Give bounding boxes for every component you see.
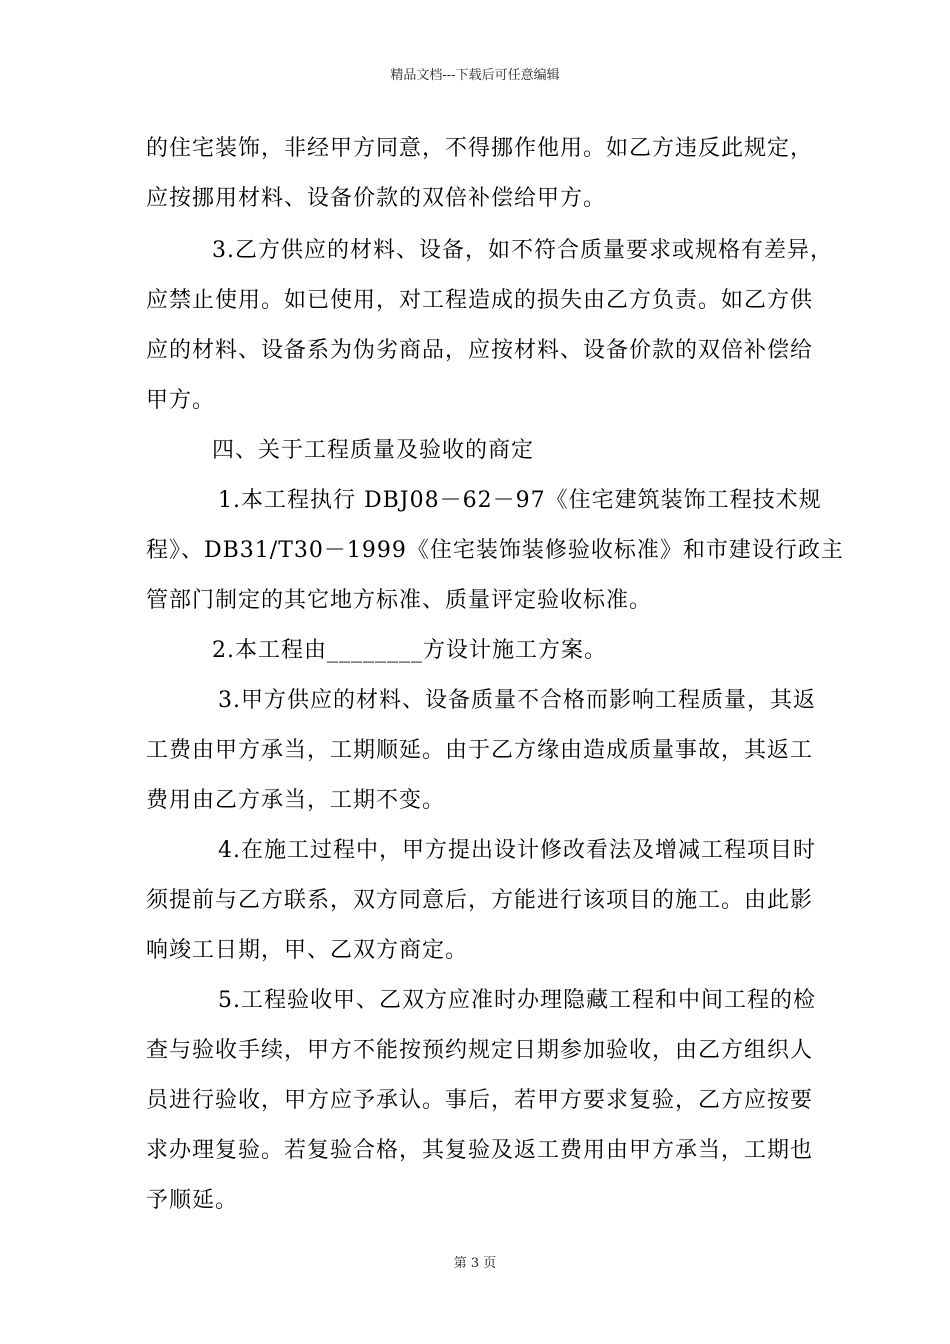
text-line: 3.甲方供应的材料、设备质量不合格而影响工程质量，其返 [218,688,816,713]
text-line: 管部门制定的其它地方标准、质量评定验收标准。 [146,588,653,613]
text-line: 的住宅装饰，非经甲方同意，不得挪作他用。如乙方违反此规定， [146,136,814,161]
text-line: 程》、DB31/T30－1999《住宅装饰装修验收标准》和市建设行政主 [146,538,844,563]
text-line: 应按挪用材料、设备价款的双倍补偿给甲方。 [146,186,607,211]
text-line: 工费由甲方承当，工期顺延。由于乙方缘由造成质量事故，其返工 [146,738,814,763]
text-line: 费用由乙方承当，工期不变。 [146,788,446,813]
text-line: 予顺延。 [146,1188,239,1213]
text-line: 响竣工日期，甲、乙双方商定。 [146,938,469,963]
text-line: 求办理复验。若复验合格，其复验及返工费用由甲方承当，工期也 [146,1138,814,1163]
text-line: 应禁止使用。如已使用，对工程造成的损失由乙方负责。如乙方供 [146,288,814,313]
page-number: 第 3 页 [453,1256,497,1271]
section-heading: 四、关于工程质量及验收的商定 [212,438,535,463]
text-line: 甲方。 [146,388,216,413]
text-line: 3.乙方供应的材料、设备，如不符合质量要求或规格有差异， [212,238,833,263]
text-line: 1.本工程执行 DBJ08－62－97《住宅建筑装饰工程技术规 [218,488,822,513]
text-line: 5.工程验收甲、乙双方应准时办理隐藏工程和中间工程的检 [218,988,816,1013]
text-line: 2.本工程由________方设计施工方案。 [212,638,607,663]
page-header: 精品文档---下载后可任意编辑 [390,68,560,83]
text-line: 4.在施工过程中，甲方提出设计修改看法及增减工程项目时 [218,838,816,863]
text-line: 查与验收手续，甲方不能按预约规定日期参加验收，由乙方组织人 [146,1038,814,1063]
text-line: 员进行验收，甲方应予承认。事后，若甲方要求复验，乙方应按要 [146,1088,814,1113]
text-line: 应的材料、设备系为伪劣商品，应按材料、设备价款的双倍补偿给 [146,338,814,363]
text-line: 须提前与乙方联系，双方同意后，方能进行该项目的施工。由此影 [146,888,814,913]
